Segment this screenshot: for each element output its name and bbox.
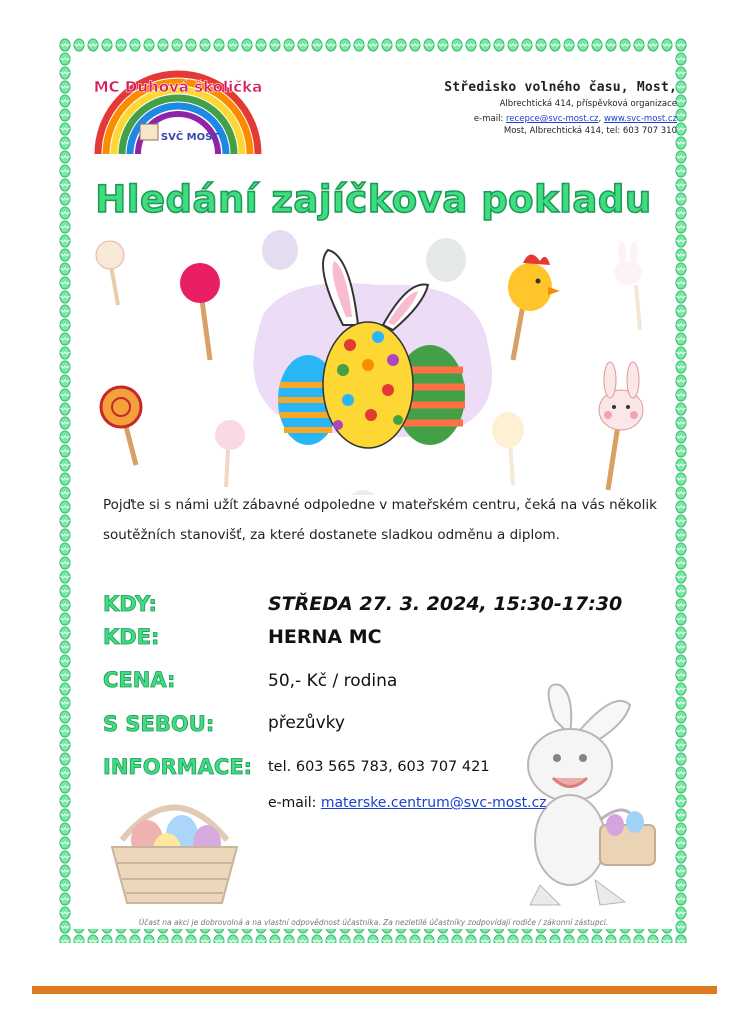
lollipop-icon [101, 387, 141, 465]
bunny-lollipop-icon [599, 362, 643, 490]
chick-icon [492, 412, 524, 485]
info-phone: tel. 603 565 783, 603 707 421 [268, 759, 490, 775]
lollipop-icon [180, 263, 220, 360]
org-phone: Most, Albrechtická 414, tel: 603 707 310 [503, 126, 677, 136]
org-contacts [444, 113, 677, 125]
disclaimer: Účast na akci je dobrovolná a na vlastní odpovědnost účastníka. Za nezletilé účastníky zodpovídají rodiče / zákonní zástupci. [138, 918, 609, 927]
where-value: HERNA MC [268, 626, 382, 648]
info-email-link[interactable]: materske.centrum@svc-most.cz [320, 795, 547, 811]
bring-value: přezůvky [268, 713, 345, 733]
info-email-prefix: e-mail: [268, 795, 321, 811]
egg-basket-icon [102, 785, 247, 910]
event-description: Pojďte si s námi užít zábavné odpoledne v mateřském centru, čeká na vás několik soutěžních stanovišť, za které dostanete sladkou odměnu a diplom. [103, 497, 657, 543]
page-title: Hledání zajíčkova pokladu [95, 178, 652, 221]
organization-header [444, 80, 677, 137]
easter-illustration [88, 225, 668, 495]
org-name: Středisko volného času, Most, [444, 80, 677, 95]
lollipop-icon [215, 420, 245, 487]
where-label: KDE: [103, 625, 160, 649]
org-address: Albrechtická 414, příspěvková organizace [499, 99, 677, 109]
contact-separator: , [598, 114, 604, 124]
when-label: KDY: [103, 592, 157, 616]
bring-label: S SEBOU: [103, 712, 215, 736]
logo-line2: SVČ MOST [160, 132, 220, 143]
bottom-rule [32, 986, 717, 994]
easter-egg-icon [323, 322, 413, 448]
email-prefix: e-mail: [473, 114, 506, 124]
org-web-link[interactable]: www.svc-most.cz [603, 114, 677, 124]
bunny-lollipop-icon [614, 241, 642, 330]
org-email-link[interactable]: recepce@svc-most.cz [506, 114, 599, 124]
price-label: CENA: [103, 668, 176, 692]
easter-bunny-icon [485, 680, 670, 910]
when-value: STŘEDA 27. 3. 2024, 15:30-17:30 [268, 593, 623, 615]
logo-line1: MC Duhová školička [93, 78, 263, 96]
chick-icon [508, 254, 560, 360]
info-label: INFORMACE: [103, 755, 253, 779]
mc-logo [90, 62, 265, 157]
price-value: 50,- Kč / rodina [268, 671, 398, 691]
lollipop-icon [96, 241, 124, 305]
